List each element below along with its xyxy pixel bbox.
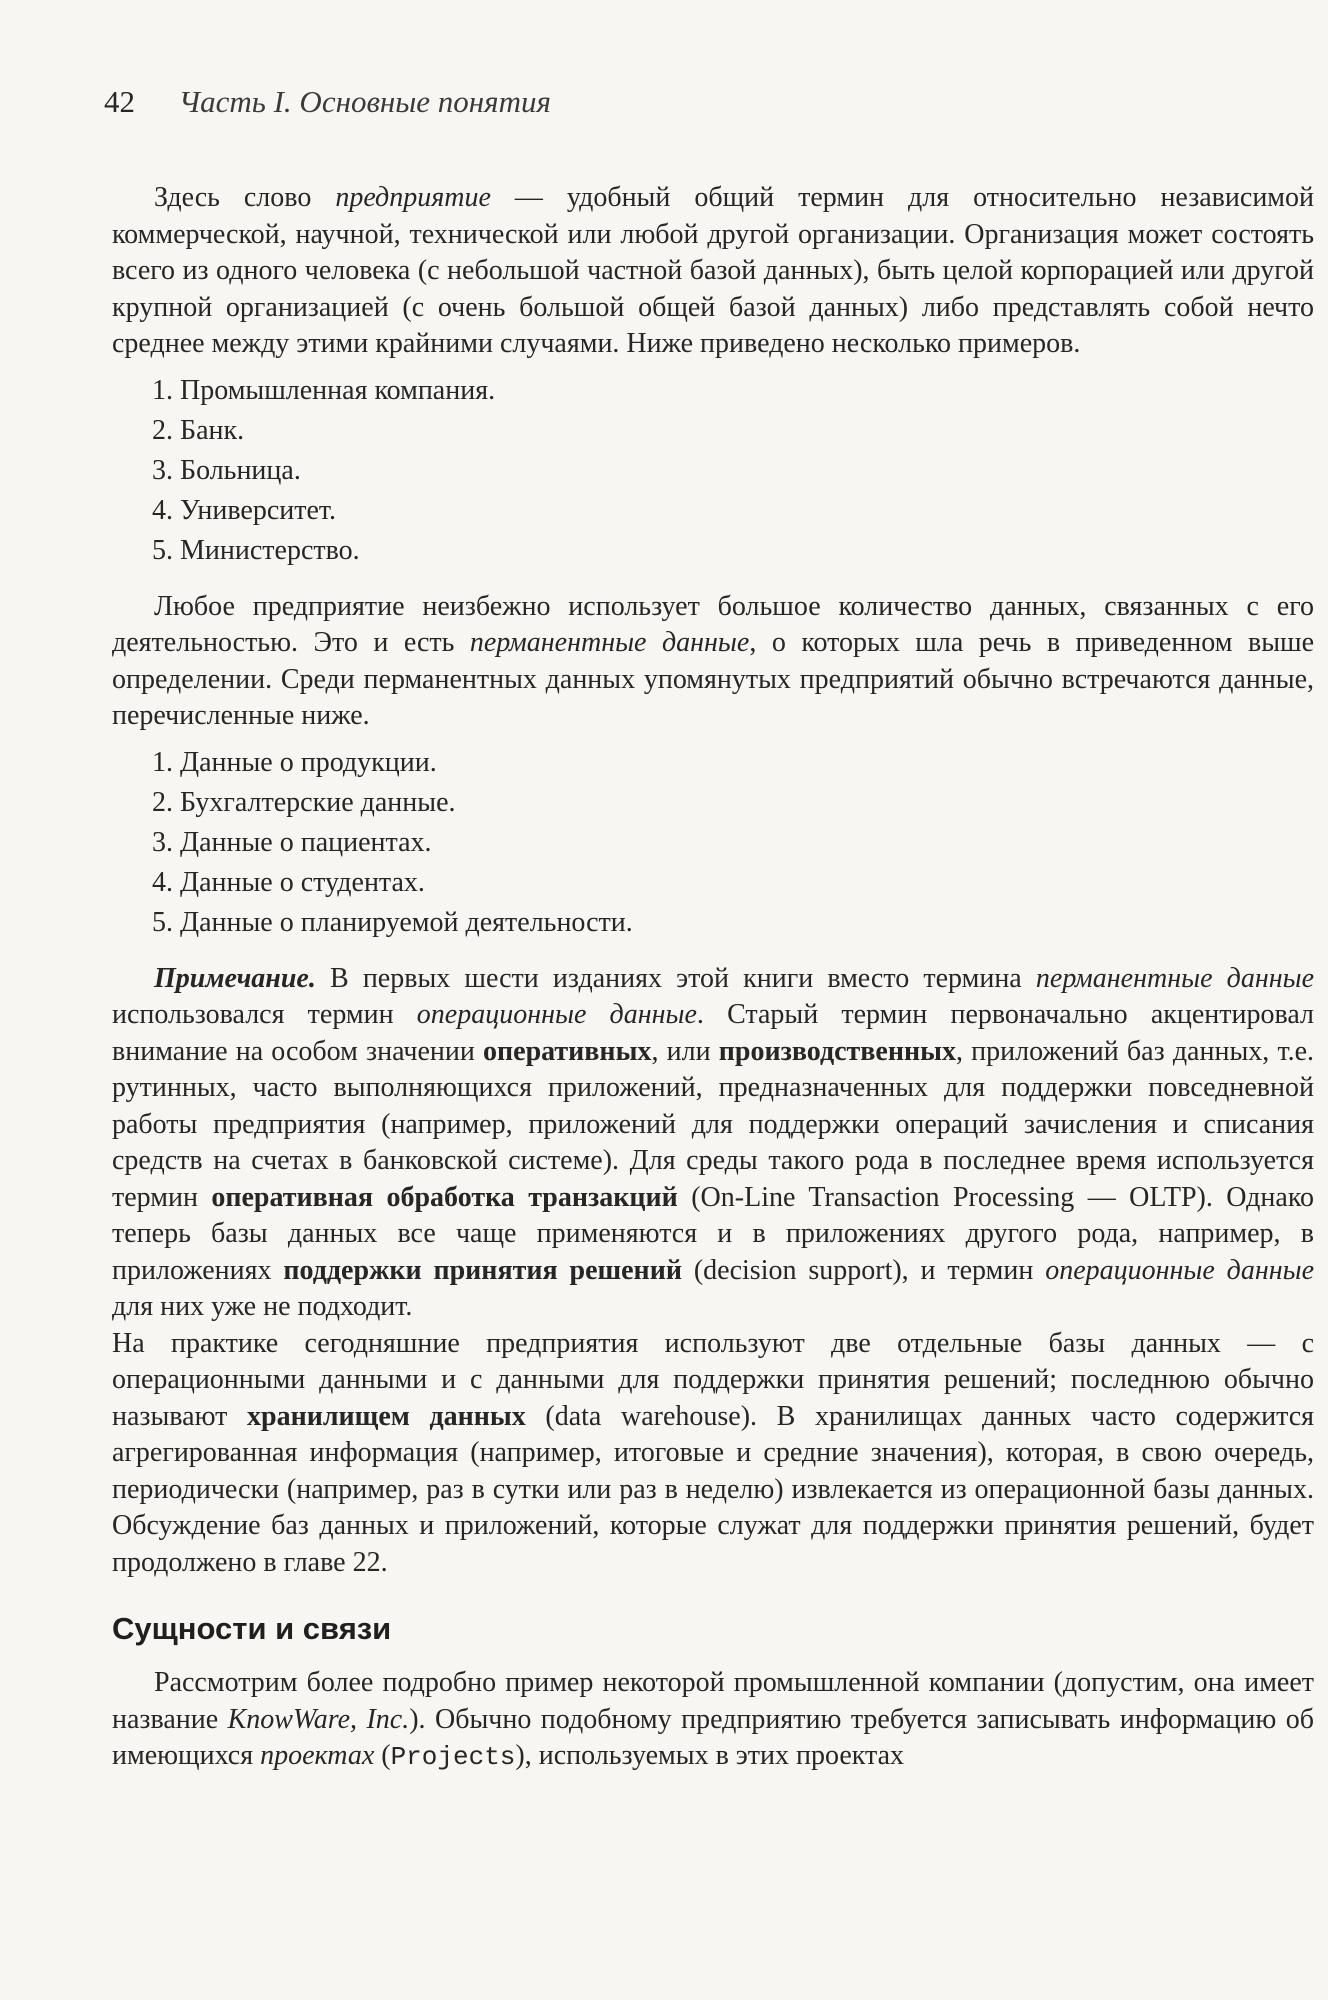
list-item: 1. Данные о продукции. [152,746,437,778]
page-number: 42 [104,84,135,119]
list-item: 5. Министерство. [152,534,360,566]
paragraph-entities-example: Рассмотрим более подробно пример некоторой промышленной компании (допустим, она имеет название KnowWare, Inc.). Обычно подобному предприятию требуется записывать информацию об имеющихся проектах (Projects), используемых в этих проектах [112,1667,1314,1772]
list-item: 3. Данные о пациентах. [152,826,432,858]
paragraph-enterprise-definition: Здесь слово предприятие — удобный общий термин для относительно независимой коммерческой, научной, технической или любой другой организации. Организация может состоять всего из одного человека (с небольшой частной базой данных), быть целой корпорацией или другой крупной организацией (с очень большой общей базой данных) либо представлять собой нечто среднее между этими крайними случаями. Ниже приведено несколько примеров. [112,182,1315,359]
page-header [104,86,551,117]
note-paragraph: Примечание. В первых шести изданиях этой книги вместо термина перманентные данные использовался термин операционные данные. Старый термин первоначально акцентировал внимание на особом значении оперативных, или производственных, приложений баз данных, т.е. рутинных, часто выполняющихся приложений, предназначенных для поддержки повседневной работы предприятия (например, приложений для поддержки операций зачисления и списания средств на счетах в банковской системе). Для среды такого рода в последнее время используется термин оперативная обработка транзакций (On-Line Transaction Processing — OLTP). Однако теперь базы данных все чаще применяются и в приложениях другого рода, например, в приложениях поддержки принятия решений (decision support), и термин операционные данные для них уже не подходит. [112,962,1315,1322]
list-item: 4. Данные о студентах. [152,866,425,898]
list-item: 1. Промышленная компания. [152,374,496,406]
list-item: 5. Данные о планируемой деятельности. [152,906,633,938]
persistent-data-list [112,743,1314,943]
page-content [112,180,1314,1776]
list-item: 4. Университет. [152,494,337,526]
note-label: Примечание. [154,962,316,994]
enterprise-examples-list [112,371,1314,571]
list-item: 2. Банк. [152,414,245,446]
list-item: 2. Бухгалтерские данные. [152,786,456,818]
paragraph-data-warehouse: На практике сегодняшние предприятия используют две отдельные базы данных — с операционными данными и с данными для поддержки принятия решений; последнюю обычно называют хранилищем данных (data warehouse). В хранилищах данных часто содержится агрегированная информация (например, итоговые и средние значения), которая, в свою очередь, периодически (например, раз в сутки или раз в неделю) извлекается из операционной базы данных. Обсуждение баз данных и приложений, которые служат для поддержки принятия решений, будет продолжено в главе 22. [112,1327,1315,1578]
list-item: 3. Больница. [152,454,301,486]
section-heading: Сущности и связи [112,1611,392,1646]
running-title: Часть I. Основные понятия [178,84,551,119]
paragraph-persistent-data: Любое предприятие неизбежно использует большое количество данных, связанных с его деятельностью. Это и есть перманентные данные, о которых шла речь в приведенном выше определении. Среди перманентных данных упомянутых предприятий обычно встречаются данные, перечисленные ниже. [112,590,1314,731]
